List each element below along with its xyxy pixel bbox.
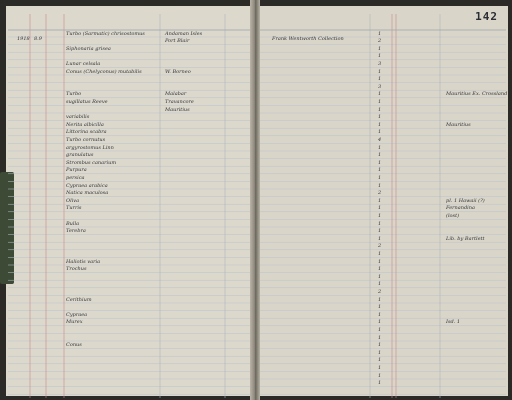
- entry-count: 1: [378, 326, 382, 333]
- entry-count: 1: [378, 76, 382, 83]
- entry-name: Turbo: [66, 91, 82, 98]
- entry-count: 1: [378, 372, 382, 379]
- entry-locality: Travancore: [165, 98, 194, 105]
- entry-name: granulatus: [66, 152, 94, 159]
- entry-name: argyrostomus Linn: [66, 144, 114, 151]
- entry-count: 4: [378, 136, 382, 143]
- entry-count: 1: [378, 220, 382, 227]
- entry-name: Littorina scabra: [66, 129, 107, 136]
- header-ref: 8.9: [34, 36, 42, 42]
- entry-name: sugillatus Reeve: [66, 98, 108, 105]
- entry-count: 1: [378, 68, 382, 75]
- entry-count: 1: [378, 228, 382, 235]
- entry-name: Cypraea arabica: [66, 182, 108, 189]
- entry-locality: Malabar: [165, 91, 187, 98]
- entry-locality: Andaman Isles: [165, 30, 203, 37]
- entry-name: Murex: [66, 319, 83, 326]
- entry-count: 1: [378, 197, 382, 204]
- entry-count: 2: [378, 38, 382, 45]
- entry-count: 1: [378, 45, 382, 52]
- entry-count: 1: [378, 266, 382, 273]
- entry-name: Terebra: [66, 228, 86, 235]
- entry-count: 1: [378, 364, 382, 371]
- entry-count: 1: [378, 167, 382, 174]
- entry-count: 1: [378, 357, 382, 364]
- entry-count: 1: [378, 258, 382, 265]
- entry-name: Purpura: [66, 167, 87, 174]
- entry-count: 1: [378, 212, 382, 219]
- entry-count: 3: [378, 83, 382, 90]
- right-heading: Frank Wentworth Collection: [272, 36, 344, 42]
- entry-name: Turris: [66, 205, 82, 212]
- entry-locality: W. Borneo: [165, 68, 191, 75]
- entry-count: 1: [378, 121, 382, 128]
- page-number: 142: [475, 10, 498, 23]
- entry-count: 1: [378, 98, 382, 105]
- entry-locality: Mauritius: [165, 106, 190, 113]
- entry-name: Strombus canarium: [66, 159, 117, 166]
- remark-text: Mauritius Ex. Crossland: [446, 91, 508, 98]
- entry-count: 2: [378, 288, 382, 295]
- entry-count: 1: [378, 311, 382, 318]
- entry-locality: Port Blair: [165, 38, 190, 45]
- entry-count: 2: [378, 190, 382, 197]
- entry-count: 1: [378, 53, 382, 60]
- entry-name: Siphonaria grisea: [66, 45, 111, 52]
- entry-name: Trochus: [66, 266, 87, 273]
- entry-name: Cerithium: [66, 296, 92, 303]
- entry-count: 1: [378, 235, 382, 242]
- entry-count: 1: [378, 281, 382, 288]
- remark-text: (lost): [446, 212, 460, 219]
- entry-count: 1: [378, 114, 382, 121]
- entry-name: Nerita albicilla: [66, 121, 104, 128]
- entry-count: 1: [378, 182, 382, 189]
- remark-text: Fernandina: [446, 205, 475, 212]
- entry-name: Haliotis varia: [66, 258, 101, 265]
- entry-name: Bulla: [66, 220, 80, 227]
- entry-count: 1: [378, 319, 382, 326]
- entry-count: 1: [378, 342, 382, 349]
- entry-count: 1: [378, 349, 382, 356]
- remark-text: Lib. by Bartlett: [446, 235, 485, 242]
- entry-name: Conus: [66, 342, 82, 349]
- entry-count: 1: [378, 250, 382, 257]
- entry-count: 1: [378, 91, 382, 98]
- entry-count: 1: [378, 273, 382, 280]
- entry-count: 1: [378, 129, 382, 136]
- remark-text: Isd. 1: [446, 319, 461, 326]
- entry-name: Turbo (Sarmatic) chrisostomus: [66, 30, 145, 37]
- entry-count: 2: [378, 243, 382, 250]
- entry-count: 1: [378, 152, 382, 159]
- entry-count: 1: [378, 144, 382, 151]
- entry-count: 1: [378, 334, 382, 341]
- entry-count: 1: [378, 174, 382, 181]
- entry-count: 1: [378, 30, 382, 37]
- entry-name: Conus (Chelyconus) mutabilis: [66, 68, 142, 75]
- entry-name: variabilis: [66, 114, 90, 121]
- remark-text: Mauritius: [446, 121, 471, 128]
- entry-count: 3: [378, 60, 382, 67]
- header-year: 1918: [17, 36, 30, 42]
- entry-name: Natica maculosa: [66, 190, 109, 197]
- entry-name: Lunar celsala: [66, 60, 101, 67]
- entry-count: 1: [378, 205, 382, 212]
- entry-count: 1: [378, 159, 382, 166]
- entry-name: Turbo cornutus: [66, 136, 106, 143]
- entry-count: 1: [378, 304, 382, 311]
- entry-count: 1: [378, 296, 382, 303]
- entry-count: 1: [378, 380, 382, 387]
- remark-text: pl. 1 Hawaii (?): [446, 197, 485, 204]
- entry-name: persica: [66, 174, 85, 181]
- entry-name: Cypraea: [66, 311, 88, 318]
- entry-name: Oliva: [66, 197, 80, 204]
- entry-count: 1: [378, 106, 382, 113]
